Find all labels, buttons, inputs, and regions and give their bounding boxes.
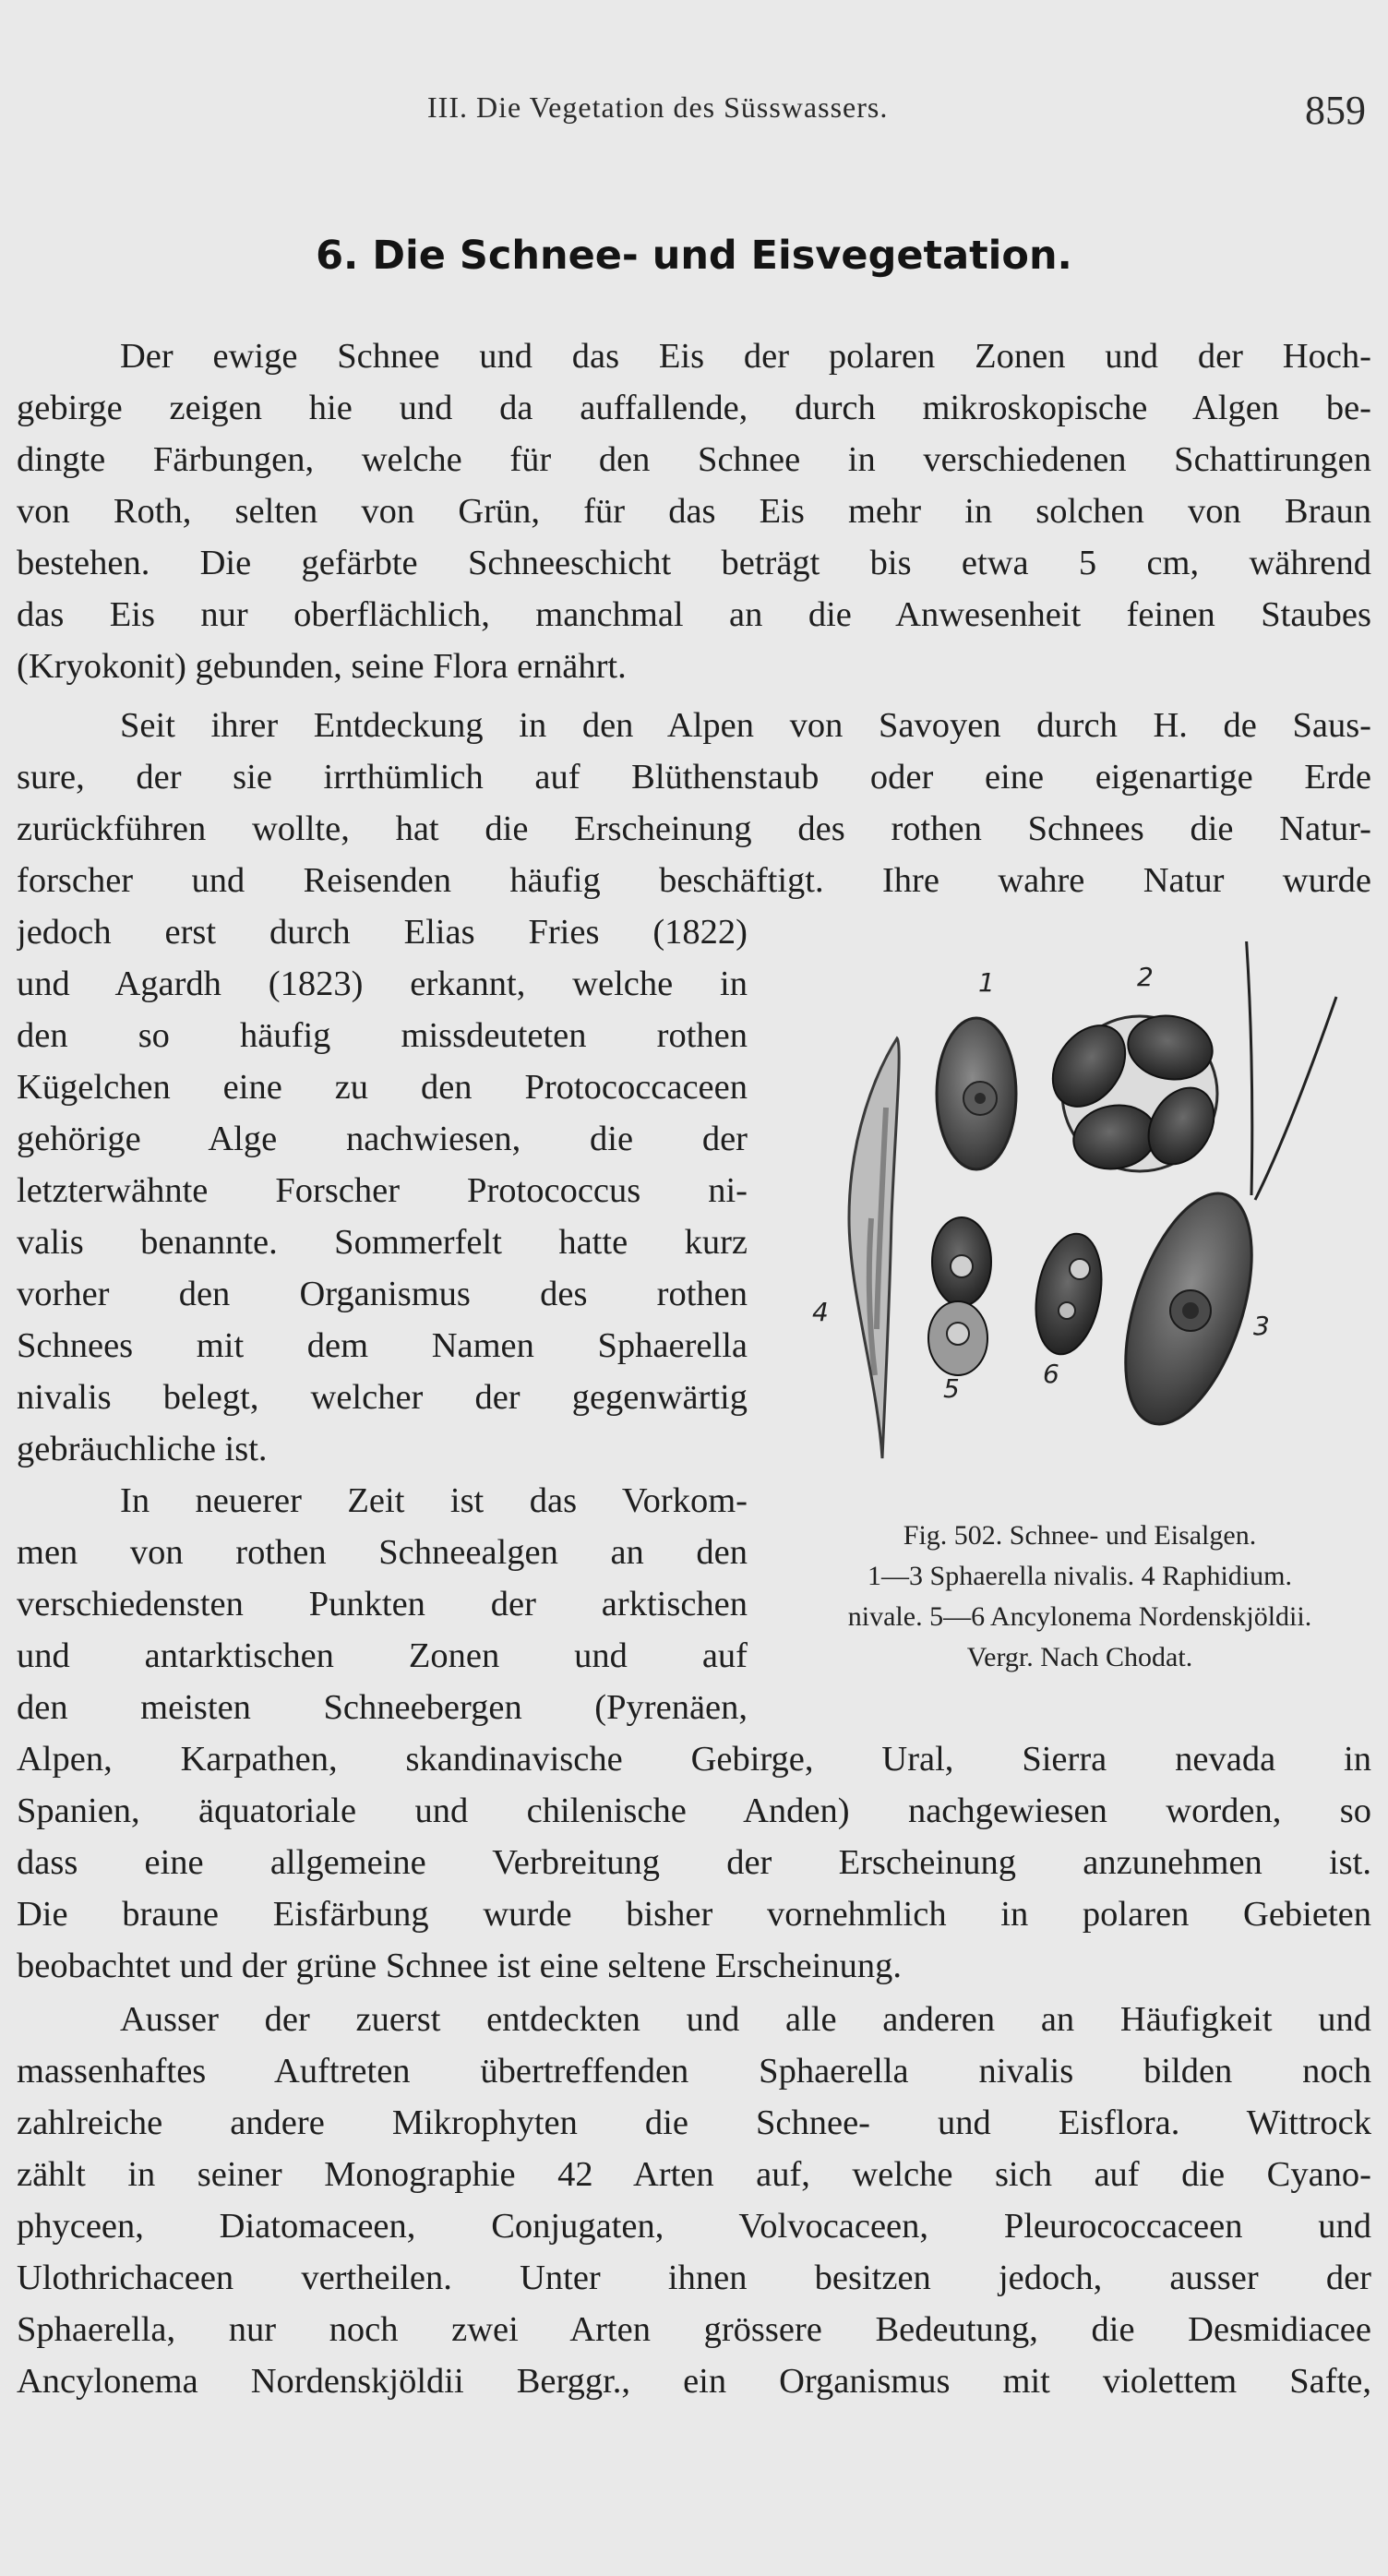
text-line: In neuerer Zeit ist das Vorkom- xyxy=(120,1481,748,1520)
text-line: Ancylonema Nordenskjöldii Berggr., ein Organismus mit violettem Safte, xyxy=(17,2362,1371,2401)
paragraph-2-wide xyxy=(17,700,1371,906)
sphaerella-colony-2 xyxy=(1038,1010,1227,1177)
figure-caption xyxy=(784,1516,1375,1678)
text-line: letzterwähnte Forscher Protococcus ni- xyxy=(17,1171,748,1210)
caption-line: Fig. 502. Schnee- und Eisalgen. xyxy=(903,1520,1257,1551)
text-line: zahlreiche andere Mikrophyten die Schnee- und Eisflora. Wittrock xyxy=(17,2103,1371,2142)
text-line: massenhaftes Auftreten übertreffenden Sphaerella nivalis bilden noch xyxy=(17,2052,1371,2091)
text-line: und antarktischen Zonen und auf xyxy=(17,1636,748,1675)
algae-illustration xyxy=(794,941,1384,1495)
paragraph-2-narrow xyxy=(17,906,748,1475)
figure-label-3: 3 xyxy=(1253,1311,1270,1341)
text-line: gebräuchliche ist. xyxy=(17,1430,268,1468)
page-number: 859 xyxy=(1305,88,1366,133)
text-line: dass eine allgemeine Verbreitung der Erscheinung anzunehmen ist. xyxy=(17,1843,1371,1882)
ancylonema-cell-5 xyxy=(928,1217,991,1375)
text-line: von Roth, selten von Grün, für das Eis mehr in solchen von Braun xyxy=(17,492,1371,531)
text-line: sure, der sie irrthümlich auf Blüthenstaub oder eine eigenartige Erde xyxy=(17,758,1371,797)
caption-line: nivale. 5—6 Ancylonema Nordenskjöldii. xyxy=(847,1601,1312,1632)
ancylonema-cell-6 xyxy=(1027,1228,1110,1360)
text-line: dingte Färbungen, welche für den Schnee in verschiedenen Schattirungen xyxy=(17,440,1371,479)
text-line: valis benannte. Sommerfelt hatte kurz xyxy=(17,1223,748,1262)
figure-label-5: 5 xyxy=(943,1373,960,1404)
text-line: (Kryokonit) gebunden, seine Flora ernährt. xyxy=(17,647,627,686)
text-line: beobachtet und der grüne Schnee ist eine seltene Erscheinung. xyxy=(17,1947,902,1985)
text-line: den meisten Schneebergen (Pyrenäen, xyxy=(17,1688,748,1727)
text-line: Spanien, äquatoriale und chilenische Anden) nachgewiesen worden, so xyxy=(17,1791,1371,1830)
figure-label-6: 6 xyxy=(1043,1359,1059,1389)
text-line: Die braune Eisfärbung wurde bisher vornehmlich in polaren Gebieten xyxy=(17,1895,1371,1934)
text-line: den so häufig missdeuteten rothen xyxy=(17,1016,748,1055)
paragraph-4 xyxy=(17,1994,1371,2407)
text-line: vorher den Organismus des rothen xyxy=(17,1275,748,1313)
sphaerella-cell-1 xyxy=(937,1018,1016,1169)
text-line: gebirge zeigen hie und da auffallende, durch mikroskopische Algen be- xyxy=(17,389,1371,427)
page-header xyxy=(0,90,1388,137)
text-line: Seit ihrer Entdeckung in den Alpen von Savoyen durch H. de Saus- xyxy=(120,706,1371,745)
text-line: das Eis nur oberflächlich, manchmal an die Anwesenheit feinen Staubes xyxy=(17,595,1371,634)
text-line: jedoch erst durch Elias Fries (1822) xyxy=(17,913,748,952)
text-line: Ulothrichaceen vertheilen. Unter ihnen besitzen jedoch, ausser der xyxy=(17,2258,1371,2297)
text-line: Alpen, Karpathen, skandinavische Gebirge, Ural, Sierra nevada in xyxy=(17,1740,1371,1779)
text-line: Schnees mit dem Namen Sphaerella xyxy=(17,1326,748,1365)
text-line: zurückführen wollte, hat die Erscheinung des rothen Schnees die Natur- xyxy=(17,809,1371,848)
paragraph-3-narrow xyxy=(17,1475,748,1733)
text-line: nivalis belegt, welcher der gegenwärtig xyxy=(17,1378,748,1417)
figure-label-1: 1 xyxy=(978,967,995,998)
paragraph-3-wide xyxy=(17,1733,1371,1992)
caption-line: 1—3 Sphaerella nivalis. 4 Raphidium. xyxy=(868,1561,1292,1591)
text-line: Der ewige Schnee und das Eis der polaren Zonen und der Hoch- xyxy=(120,337,1371,376)
text-line: und Agardh (1823) erkannt, welche in xyxy=(17,965,748,1003)
text-line: verschiedensten Punkten der arktischen xyxy=(17,1585,748,1623)
text-line: gehörige Alge nachwiesen, die der xyxy=(17,1120,748,1158)
text-line: forscher und Reisenden häufig beschäftigt. Ihre wahre Natur wurde xyxy=(17,861,1371,900)
raphidium-cell xyxy=(849,1038,899,1458)
caption-line: Vergr. Nach Chodat. xyxy=(966,1642,1193,1672)
text-line: zählt in seiner Monographie 42 Arten auf, welche sich auf die Cyano- xyxy=(17,2155,1371,2194)
figure-label-2: 2 xyxy=(1137,962,1154,992)
text-line: bestehen. Die gefärbte Schneeschicht beträgt bis etwa 5 cm, während xyxy=(17,544,1371,582)
section-title: 6. Die Schnee- und Eisvegetation. xyxy=(316,233,1072,279)
text-line: Sphaerella, nur noch zwei Arten grössere Bedeutung, die Desmidiacee xyxy=(17,2310,1371,2349)
text-line: phyceen, Diatomaceen, Conjugaten, Volvocaceen, Pleurococcaceen und xyxy=(17,2207,1371,2246)
text-line: Ausser der zuerst entdeckten und alle anderen an Häufigkeit und xyxy=(120,2000,1371,2039)
figure-label-4: 4 xyxy=(812,1297,829,1327)
running-head: III. Die Vegetation des Süsswassers. xyxy=(427,90,889,124)
paragraph-1 xyxy=(17,330,1371,692)
algae-figure xyxy=(794,941,1384,1495)
text-line: Kügelchen eine zu den Protococcaceen xyxy=(17,1068,748,1107)
text-line: men von rothen Schneealgen an den xyxy=(17,1533,748,1572)
